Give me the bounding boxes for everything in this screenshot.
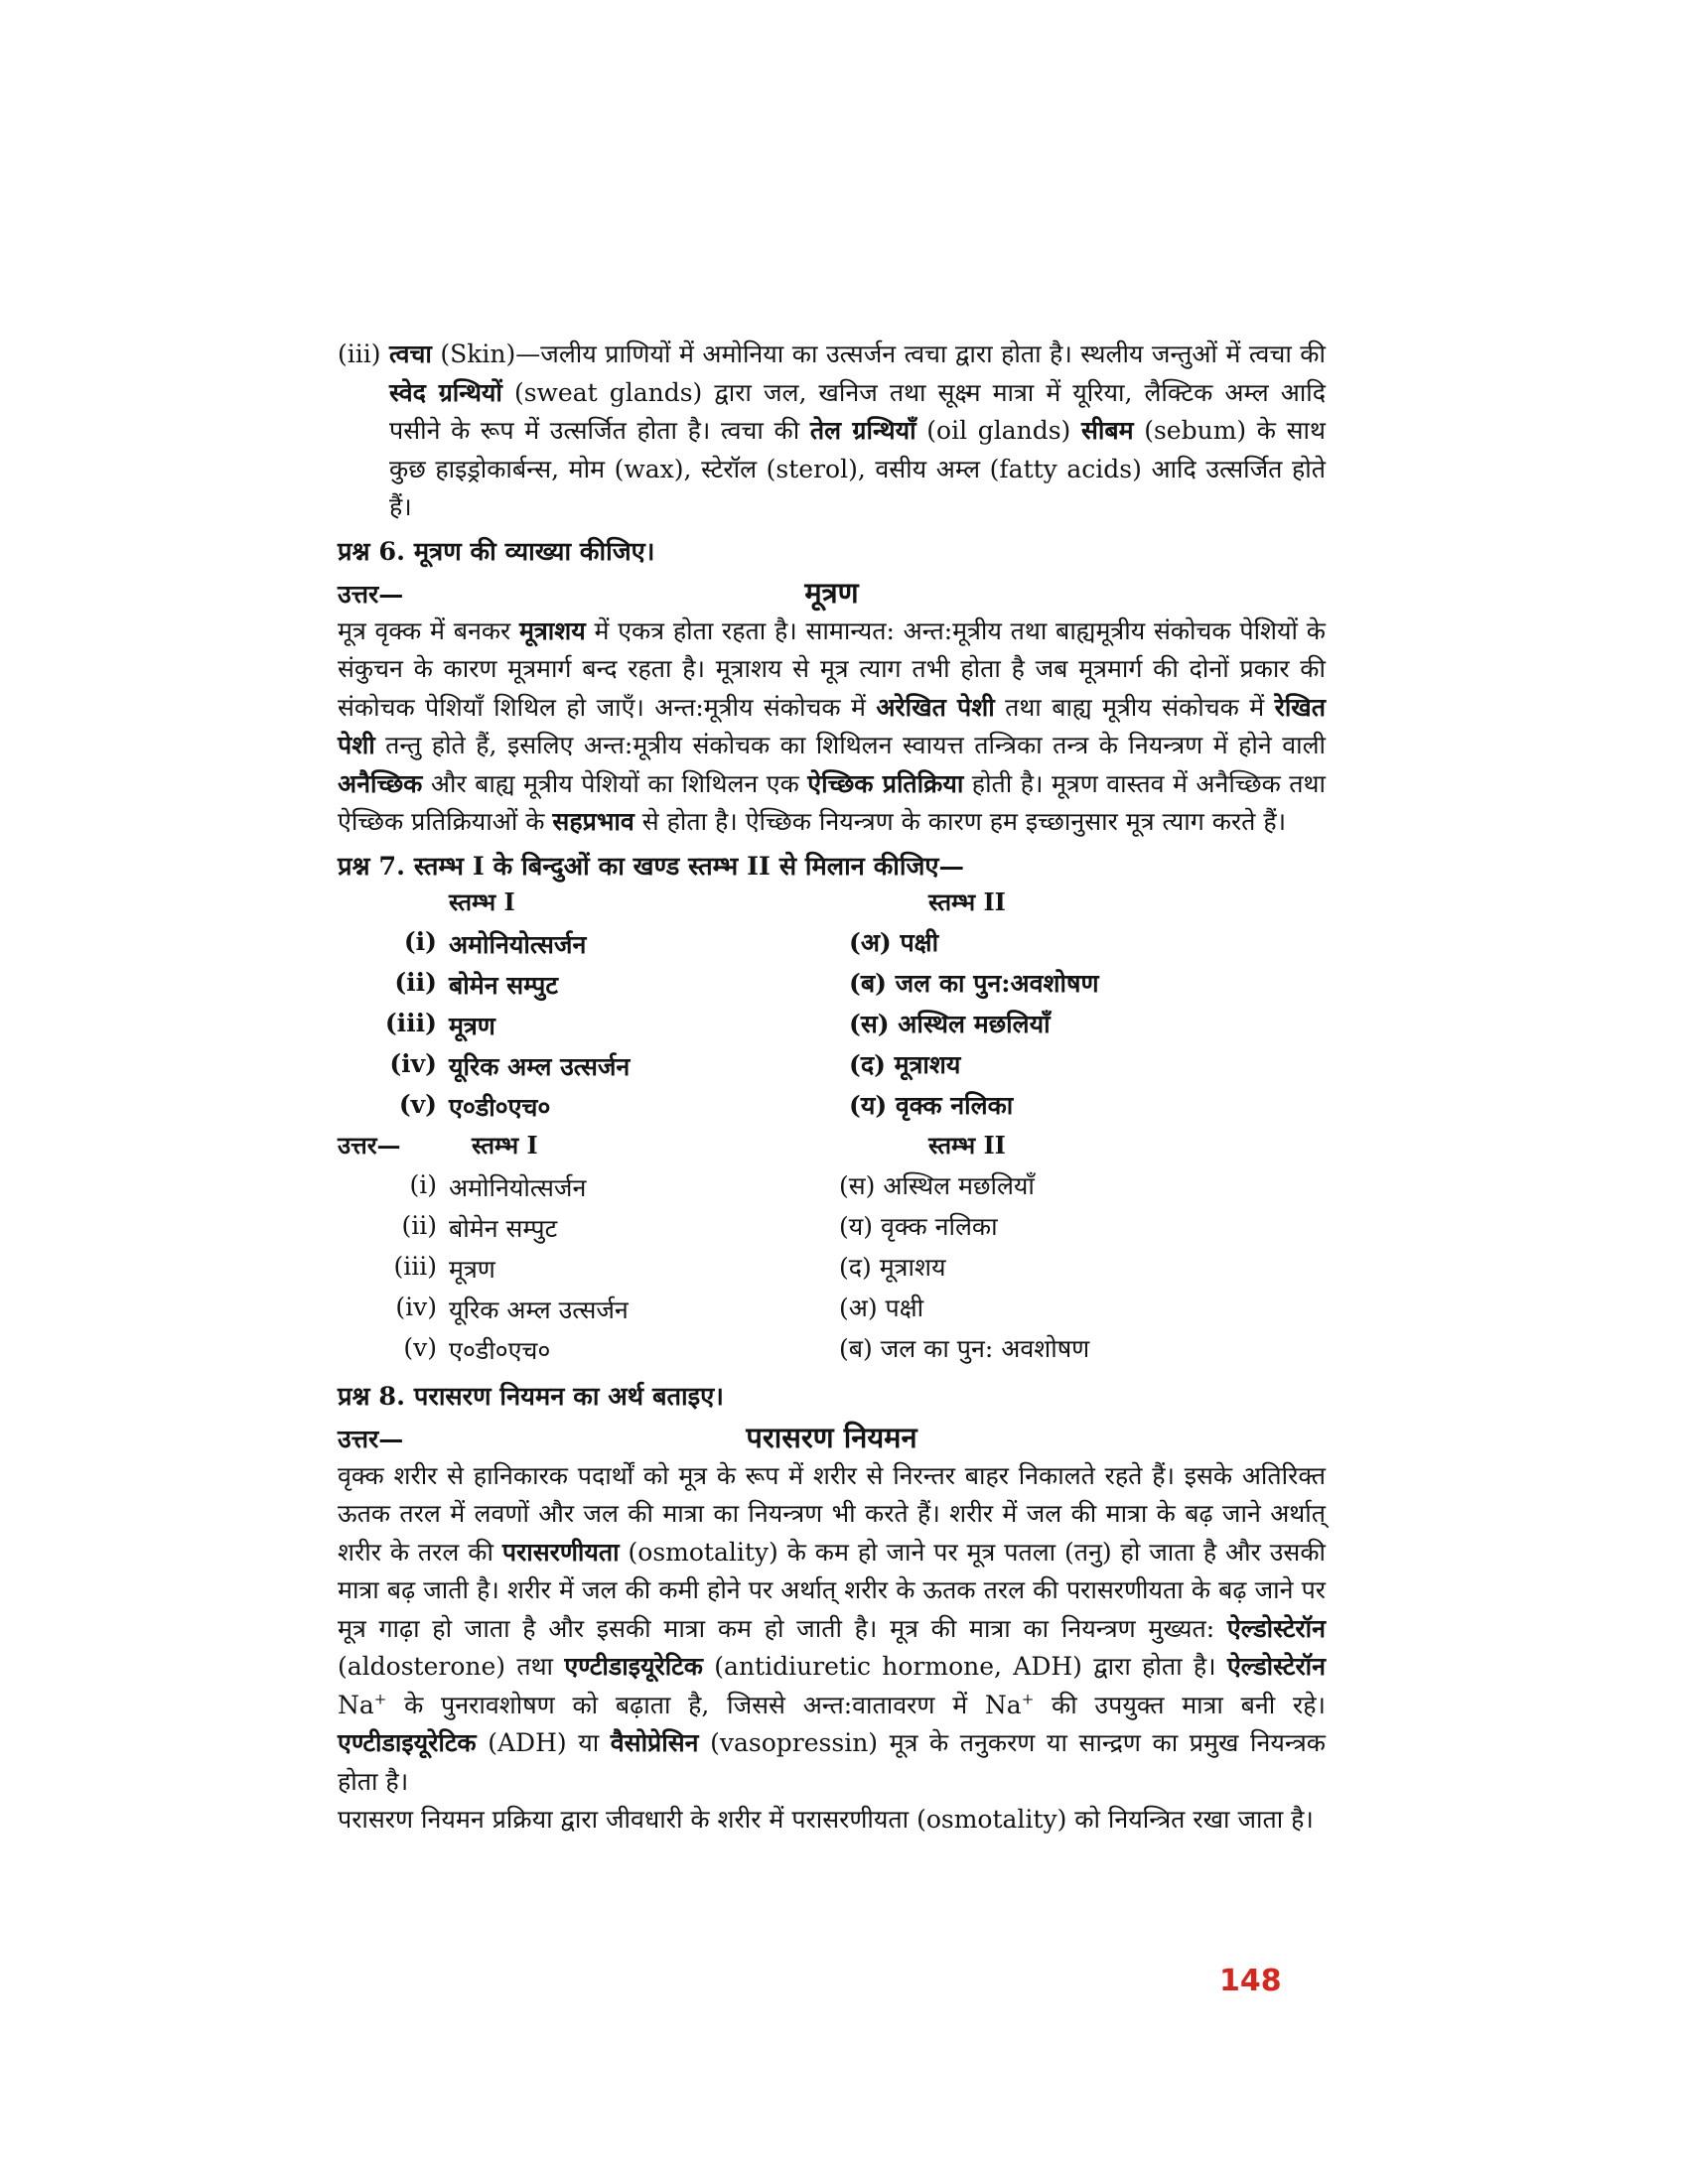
bold-term: परासरणीयता <box>501 1537 620 1567</box>
column-1-item: मूत्रण <box>449 1254 495 1284</box>
column-2-item: (ब) जल का पुन:अवशोषण <box>849 968 1099 998</box>
match-row <box>338 1088 1326 1129</box>
text-run: से होता है। ऐच्छिक नियन्त्रण के कारण हम इच्छानुसार मूत्र त्याग करते हैं। <box>633 807 1287 836</box>
superscript: + <box>373 1690 387 1708</box>
text-run: (vasopressin) मूत्र के तनुकरण या सान्द्रण का प्रमुख नियन्त्रक होता है। <box>338 1728 1326 1796</box>
answer-label: उत्तर— <box>338 1424 404 1453</box>
bold-term: सहप्रभाव <box>552 807 634 836</box>
question-8: प्रश्न 8. परासरण नियमन का अर्थ बताइए। <box>338 1381 724 1412</box>
column-2-item: (ब) जल का पुन: अवशोषण <box>839 1333 1090 1363</box>
item-number: (iii) <box>338 340 389 368</box>
text-run: (aldosterone) तथा <box>338 1652 565 1681</box>
row-number: (iii) <box>393 1251 437 1281</box>
bold-term: एण्टीडाइयूरेटिक <box>338 1728 477 1757</box>
answer-row <box>338 1291 1326 1331</box>
bold-term: अरेखित पेशी <box>876 692 995 722</box>
page-number: 148 <box>1219 1964 1282 1998</box>
column-2-item: (य) वृक्क नलिका <box>839 1211 998 1241</box>
text-run: (antidiuretic hormone, ADH) द्वारा होता है। <box>702 1652 1227 1681</box>
text-run: वृक्क शरीर से हानिकारक पदार्थों को मूत्र के रूप में शरीर से निरन्तर बाहर निकालते रहते हैं। इसके अतिरिक्त ऊतक तरल में लवणों और जल की मात्रा का नियन्त्रण भी करते हैं। शरीर में जल की मात्रा के बढ़ जाने अर्थात् शरीर के तरल की <box>338 1460 1326 1567</box>
answer-table <box>338 1168 1326 1372</box>
text-run: के पुनरावशोषण को बढ़ाता है, जिससे अन्त:वातावरण में Na <box>386 1690 1022 1719</box>
answer-row <box>338 1331 1326 1372</box>
question-7: प्रश्न 7. स्तम्भ I के बिन्दुओं का खण्ड स्तम्भ II से मिलान कीजिए— <box>338 851 965 882</box>
text-run: (oil glands) <box>915 416 1081 445</box>
answer-label: उत्तर— <box>338 1130 401 1160</box>
question-6: प्रश्न 6. मूत्रण की व्याख्या कीजिए। <box>338 536 655 567</box>
text-run: Na <box>338 1690 374 1719</box>
match-table <box>338 925 1326 1129</box>
section-heading: परासरण नियमन <box>746 1420 917 1454</box>
bold-term: सीबम <box>1080 416 1134 445</box>
answer-8-header <box>338 1418 1326 1457</box>
column-2-item: (अ) पक्षी <box>849 927 939 957</box>
bold-term: त्वचा <box>389 340 432 368</box>
row-number: (iv) <box>395 1292 437 1321</box>
section-heading: मूत्रण <box>804 575 859 610</box>
column-1-item: अमोनियोत्सर्जन <box>449 929 587 959</box>
answer-8-conclusion: परासरण नियमन प्रक्रिया द्वारा जीवधारी के शरीर में परासरणीयता (osmotality) को नियन्त्रित रखा जाता है। <box>338 1805 1314 1834</box>
text-run: होती है। मूत्रण वास्तव में अनैच्छिक तथा ऐच्छिक प्रतिक्रियाओं के <box>338 768 1326 836</box>
bold-term: रेखित पेशी <box>338 692 1326 759</box>
answer-label: उत्तर— <box>338 579 404 609</box>
column-1-item: अमोनियोत्सर्जन <box>449 1172 587 1202</box>
text-run: (Skin)—जलीय प्राणियों में अमोनिया का उत्सर्जन त्वचा द्वारा होता है। स्थलीय जन्तुओं में त्वचा की <box>431 340 1326 368</box>
text-run: और बाह्य मूत्रीय पेशियों का शिथिलन एक <box>422 768 808 798</box>
column-2-header: स्तम्भ II <box>928 887 1006 916</box>
column-2-item: (द) मूत्राशय <box>839 1252 946 1282</box>
superscript: + <box>1021 1690 1035 1708</box>
bold-term: अनैच्छिक <box>338 768 423 798</box>
column-1-item: बोमेन सम्पुट <box>449 1213 558 1243</box>
answer-row <box>338 1168 1326 1209</box>
text-run: (sweat glands) द्वारा जल, खनिज तथा सूक्ष्म मात्रा में यूरिया, लैक्टिक अम्ल आदि पसीने के रूप में उत्सर्जित होता है। त्वचा की <box>389 377 1326 445</box>
column-1-item: ए०डी०एच० <box>449 1335 551 1365</box>
text-run: मूत्र वृक्क में बनकर <box>338 615 520 645</box>
answer-row <box>338 1250 1326 1291</box>
row-number: (ii) <box>401 1210 437 1240</box>
page-content <box>338 336 1326 1840</box>
match-row <box>338 966 1326 1007</box>
text-run: (ADH) या <box>476 1728 611 1757</box>
match-row <box>338 1007 1326 1047</box>
row-number: (iii) <box>384 1008 437 1037</box>
column-2-item: (अ) पक्षी <box>839 1293 924 1322</box>
answer-7-headers <box>338 1129 1326 1166</box>
column-2-item: (स) अस्थिल मछलियाँ <box>839 1170 1035 1200</box>
column-2-item: (य) वृक्क नलिका <box>849 1090 1014 1120</box>
answer-6-body <box>338 613 1326 842</box>
column-2-header: स्तम्भ II <box>928 1130 1006 1160</box>
row-number: (ii) <box>394 967 437 997</box>
row-number: (v) <box>403 1332 437 1362</box>
column-1-item: यूरिक अम्ल उत्सर्जन <box>449 1295 629 1324</box>
row-number: (v) <box>398 1089 437 1119</box>
row-number: (i) <box>409 1169 437 1199</box>
column-1-header: स्तम्भ I <box>449 887 515 916</box>
column-1-header: स्तम्भ I <box>472 1130 538 1160</box>
match-row <box>338 1047 1326 1088</box>
bold-term: ऐल्डोस्टेरॉन <box>1226 1652 1327 1681</box>
column-2-item: (द) मूत्राशय <box>849 1049 961 1079</box>
bold-term: एण्टीडाइयूरेटिक <box>564 1652 703 1681</box>
bold-term: तेल ग्रन्थियाँ <box>809 416 916 445</box>
text-run: तथा बाह्य मूत्रीय संकोचक में <box>994 692 1275 722</box>
text-run: तन्तु होते हैं, इसलिए अन्त:मूत्रीय संकोचक का शिथिलन स्वायत्त तन्त्रिका तन्त्र के नियन्त्रण में होने वाली <box>374 731 1326 759</box>
text-run: में एकत्र होता रहता है। सामान्यत: अन्त:मूत्रीय तथा बाह्यमूत्रीय संकोचक पेशियों के संकुचन के कारण मूत्रमार्ग बन्द रहता है। मूत्राशय से मूत्र त्याग तभी होता है जब मूत्रमार्ग की दोनों प्रकार की संकोचक पेशियाँ शिथिल हो जाएँ। अन्त:मूत्रीय संकोचक में <box>338 615 1326 722</box>
column-1-item: यूरिक अम्ल उत्सर्जन <box>449 1051 631 1081</box>
row-number: (i) <box>403 926 437 956</box>
answer-row <box>338 1209 1326 1250</box>
bold-term: वैसोप्रेसिन <box>610 1728 699 1757</box>
column-1-item: बोमेन सम्पुट <box>449 970 558 1000</box>
bold-term: मूत्राशय <box>519 615 586 645</box>
column-1-item: ए०डी०एच० <box>449 1092 551 1122</box>
para-skin <box>338 336 1326 527</box>
answer-6-header <box>338 573 1326 613</box>
match-column-headers <box>338 886 1326 923</box>
text-run: (sebum) के साथ कुछ हाइड्रोकार्बन्स, मोम (wax), स्टेरॉल (sterol), वसीय अम्ल (fatty acids) आदि उत्सर्जित होते हैं। <box>389 416 1326 521</box>
bold-term: ऐल्डोस्टेरॉन <box>1226 1613 1326 1643</box>
text-run: (osmotality) के कम हो जाने पर मूत्र पतला (तनु) हो जाता है और उसकी मात्रा बढ़ जाती है। शरीर में जल की कमी होने पर अर्थात् शरीर के ऊतक तरल की परासरणीयता के बढ़ जाने पर मूत्र गाढ़ा हो जाता है और इसकी मात्रा कम हो जाती है। मूत्र की मात्रा का नियन्त्रण मुख्यत: <box>338 1537 1327 1643</box>
match-row <box>338 925 1326 966</box>
row-number: (iv) <box>389 1048 437 1078</box>
column-2-item: (स) अस्थिल मछलियाँ <box>849 1009 1051 1038</box>
bold-term: ऐच्छिक प्रतिक्रिया <box>807 768 964 798</box>
bold-term: स्वेद ग्रन्थियों <box>389 377 502 407</box>
text-run: की उपयुक्त मात्रा बनी रहे। <box>1034 1690 1326 1719</box>
column-1-item: मूत्रण <box>449 1011 495 1040</box>
answer-8-body <box>338 1457 1326 1802</box>
